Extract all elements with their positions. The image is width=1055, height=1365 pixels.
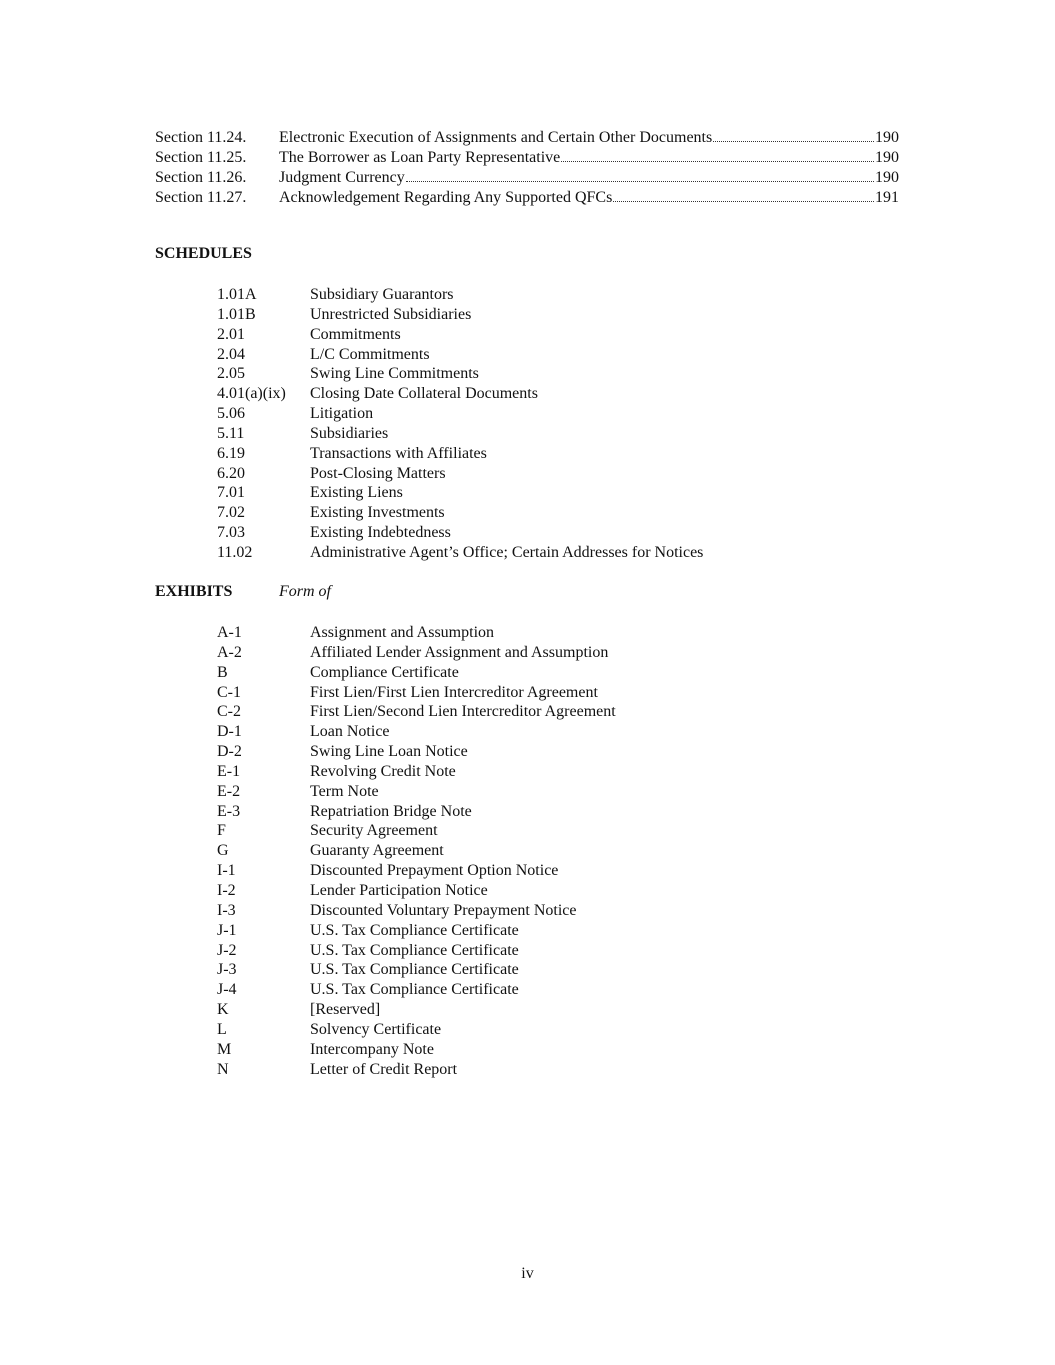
schedule-item xyxy=(217,424,703,444)
exhibit-item xyxy=(217,1000,616,1020)
exhibit-item xyxy=(217,1020,616,1040)
exhibit-item xyxy=(217,643,616,663)
schedule-code: 7.01 xyxy=(217,484,245,502)
exhibit-code: J-2 xyxy=(217,941,237,959)
exhibit-title: Security Agreement xyxy=(310,822,438,840)
toc-section-title: The Borrower as Loan Party Representative xyxy=(279,149,561,166)
toc-entry xyxy=(155,188,899,208)
toc-leader-dots xyxy=(713,141,874,142)
schedule-item xyxy=(217,543,703,563)
schedule-title: Swing Line Commitments xyxy=(310,365,479,383)
exhibit-title: Term Note xyxy=(310,782,379,800)
schedule-item xyxy=(217,364,703,384)
toc-section-number: Section 11.24. xyxy=(155,129,247,146)
schedule-item xyxy=(217,305,703,325)
schedule-title: Subsidiary Guarantors xyxy=(310,286,454,303)
exhibit-title: Discounted Voluntary Prepayment Notice xyxy=(310,901,577,919)
page-number: iv xyxy=(521,1265,534,1282)
exhibit-title: U.S. Tax Compliance Certificate xyxy=(310,981,519,999)
exhibit-title: U.S. Tax Compliance Certificate xyxy=(310,921,519,939)
exhibit-code: C-1 xyxy=(217,683,241,701)
toc-entry xyxy=(155,128,899,148)
exhibit-item xyxy=(217,980,616,1000)
exhibit-item xyxy=(217,663,616,683)
toc-section-title: Acknowledgement Regarding Any Supported QFCs xyxy=(279,189,613,206)
toc-section-title: Electronic Execution of Assignments and Certain Other Documents xyxy=(279,129,713,146)
schedule-item xyxy=(217,384,703,404)
exhibit-item xyxy=(217,623,616,643)
exhibit-item xyxy=(217,782,616,802)
exhibit-title: Lender Participation Notice xyxy=(310,881,488,899)
exhibit-title: Solvency Certificate xyxy=(310,1020,442,1038)
schedule-title: Existing Indebtedness xyxy=(310,524,451,542)
exhibit-code: E-3 xyxy=(217,802,241,820)
exhibit-item xyxy=(217,901,616,921)
schedule-item xyxy=(217,404,703,424)
exhibits-heading: EXHIBITS xyxy=(155,583,233,600)
toc-page-number: 190 xyxy=(875,129,899,146)
schedule-item xyxy=(217,483,703,503)
exhibit-item xyxy=(217,683,616,703)
schedule-code: 1.01A xyxy=(217,286,257,303)
schedule-item xyxy=(217,523,703,543)
schedule-item xyxy=(217,325,703,345)
exhibit-title: Discounted Prepayment Option Notice xyxy=(310,862,559,880)
toc-section-number: Section 11.26. xyxy=(155,169,247,186)
exhibit-code: M xyxy=(217,1040,232,1058)
schedule-code: 2.01 xyxy=(217,325,245,343)
toc-page-number: 190 xyxy=(875,169,899,186)
toc-section-number: Section 11.25. xyxy=(155,149,247,166)
toc-leader-dots xyxy=(613,201,874,202)
exhibit-item xyxy=(217,1040,616,1060)
toc-entry xyxy=(155,148,899,168)
exhibit-code: I-3 xyxy=(217,901,236,919)
schedule-code: 7.03 xyxy=(217,524,245,542)
exhibit-title: Repatriation Bridge Note xyxy=(310,802,472,820)
schedule-code: 11.02 xyxy=(217,543,253,561)
toc-leader-dots xyxy=(561,161,874,162)
exhibit-title: U.S. Tax Compliance Certificate xyxy=(310,941,519,959)
exhibit-code: K xyxy=(217,1001,229,1019)
schedules-list xyxy=(217,285,703,563)
schedule-code: 7.02 xyxy=(217,504,245,522)
schedule-item xyxy=(217,503,703,523)
exhibit-item xyxy=(217,702,616,722)
schedule-code: 5.11 xyxy=(217,424,245,442)
toc-leader-dots xyxy=(406,181,874,182)
exhibit-code: B xyxy=(217,663,228,681)
schedule-title: Subsidiaries xyxy=(310,424,389,442)
exhibits-subheading: Form of xyxy=(279,583,331,600)
schedule-code: 5.06 xyxy=(217,405,245,423)
schedule-title: Closing Date Collateral Documents xyxy=(310,385,538,403)
schedule-code: 2.04 xyxy=(217,345,245,363)
schedule-title: Unrestricted Subsidiaries xyxy=(310,305,472,323)
toc-page-number: 191 xyxy=(875,189,899,206)
exhibits-list xyxy=(217,623,616,1079)
toc-section-title: Judgment Currency xyxy=(279,169,405,186)
exhibit-title: Swing Line Loan Notice xyxy=(310,743,468,761)
exhibit-title: Revolving Credit Note xyxy=(310,762,456,780)
exhibit-item xyxy=(217,821,616,841)
exhibit-code: A-1 xyxy=(217,624,242,641)
schedule-item xyxy=(217,444,703,464)
exhibit-title: Letter of Credit Report xyxy=(310,1060,458,1078)
toc-section-number: Section 11.27. xyxy=(155,189,247,206)
schedules-heading: SCHEDULES xyxy=(155,245,252,262)
schedule-title: Commitments xyxy=(310,325,401,343)
schedule-item xyxy=(217,345,703,365)
schedule-title: Post-Closing Matters xyxy=(310,464,446,482)
toc-list xyxy=(155,128,899,208)
exhibit-item xyxy=(217,941,616,961)
schedule-title: Administrative Agent’s Office; Certain Addresses for Notices xyxy=(310,543,704,561)
schedule-title: Litigation xyxy=(310,405,374,423)
schedule-title: Existing Investments xyxy=(310,504,445,522)
exhibit-code: G xyxy=(217,842,229,860)
exhibit-item xyxy=(217,841,616,861)
exhibit-title: Intercompany Note xyxy=(310,1040,434,1058)
exhibit-title: Guaranty Agreement xyxy=(310,842,444,860)
schedule-code: 1.01B xyxy=(217,305,256,323)
exhibit-code: J-1 xyxy=(217,921,237,939)
schedule-item xyxy=(217,285,703,305)
exhibit-code: D-2 xyxy=(217,743,242,761)
exhibit-title: Affiliated Lender Assignment and Assumption xyxy=(310,643,609,661)
exhibit-code: D-1 xyxy=(217,723,242,741)
schedule-title: Transactions with Affiliates xyxy=(310,444,487,462)
exhibit-title: Compliance Certificate xyxy=(310,663,459,681)
exhibit-code: C-2 xyxy=(217,703,241,721)
exhibit-item xyxy=(217,960,616,980)
exhibit-code: F xyxy=(217,822,226,840)
exhibit-code: N xyxy=(217,1060,229,1078)
schedule-code: 6.19 xyxy=(217,444,245,462)
exhibit-item xyxy=(217,921,616,941)
exhibit-code: E-1 xyxy=(217,762,241,780)
exhibit-code: L xyxy=(217,1020,227,1038)
schedule-code: 2.05 xyxy=(217,365,245,383)
exhibit-code: I-1 xyxy=(217,862,236,880)
exhibit-code: J-4 xyxy=(217,981,237,999)
schedule-item xyxy=(217,464,703,484)
schedule-code: 6.20 xyxy=(217,464,245,482)
schedule-title: L/C Commitments xyxy=(310,345,430,363)
toc-entry xyxy=(155,168,899,188)
exhibit-title: [Reserved] xyxy=(310,1001,381,1019)
exhibit-item xyxy=(217,722,616,742)
exhibit-title: U.S. Tax Compliance Certificate xyxy=(310,961,519,979)
exhibit-code: A-2 xyxy=(217,643,242,661)
schedule-title: Existing Liens xyxy=(310,484,403,502)
toc-page-number: 190 xyxy=(875,149,899,166)
exhibit-item xyxy=(217,881,616,901)
exhibit-code: I-2 xyxy=(217,881,236,899)
exhibit-title: Loan Notice xyxy=(310,723,390,741)
exhibit-item xyxy=(217,742,616,762)
exhibit-title: First Lien/Second Lien Intercreditor Agreement xyxy=(310,703,616,721)
exhibit-code: J-3 xyxy=(217,961,237,979)
exhibit-item xyxy=(217,1060,616,1080)
exhibit-item xyxy=(217,802,616,822)
exhibit-title: Assignment and Assumption xyxy=(310,624,495,641)
exhibit-item xyxy=(217,861,616,881)
exhibit-item xyxy=(217,762,616,782)
schedule-code: 4.01(a)(ix) xyxy=(217,385,286,403)
exhibit-code: E-2 xyxy=(217,782,241,800)
exhibit-title: First Lien/First Lien Intercreditor Agreement xyxy=(310,683,598,701)
